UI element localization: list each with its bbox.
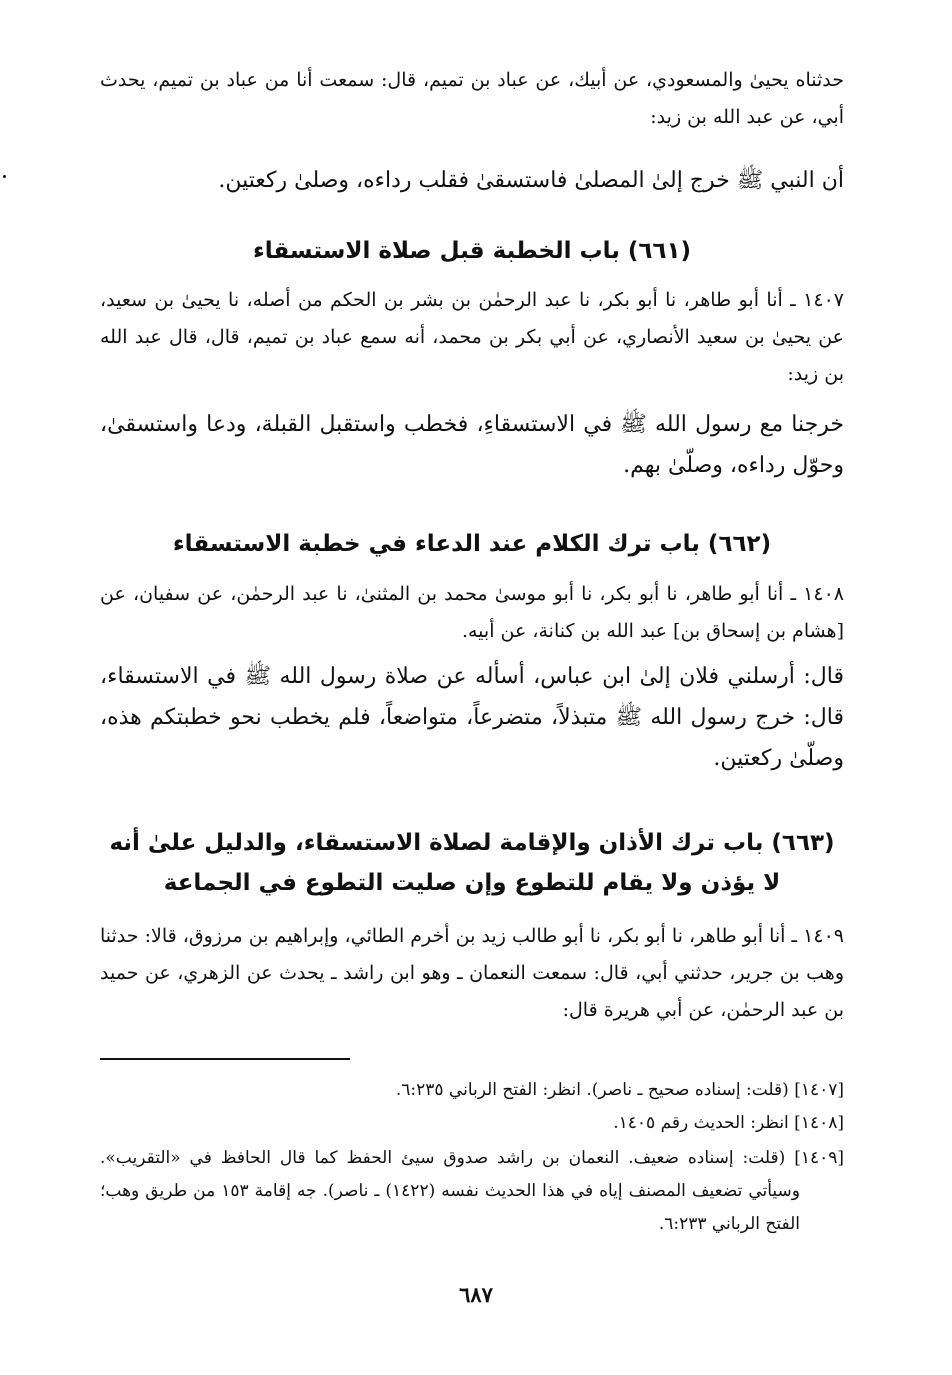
isnad-1408: ١٤٠٨ ـ أنا أبو طاهر، نا أبو بكر، نا أبو موسىٰ محمد بن المثنىٰ، نا عبد الرحمٰن، عن سفيان، عن [هشام بن إسحاق بن] عبد الله بن كنانة، عن أبيه.: [100, 583, 844, 642]
footnote-1408: [١٤٠٨] انظر: الحديث رقم ١٤٠٥.: [613, 1113, 844, 1133]
chapter-heading-662: (٦٦٢) باب ترك الكلام عند الدعاء في خطبة الاستسقاء: [172, 531, 772, 557]
scan-speck: [3, 175, 6, 178]
chapter-heading-661: (٦٦١) باب الخطبة قبل صلاة الاستسقاء: [252, 238, 692, 264]
isnad-1409: ١٤٠٩ ـ أنا أبو طاهر، نا أبو بكر، نا أبو طالب زيد بن أخرم الطائي، وإبراهيم بن مرزوق، قالا: حدثنا وهب بن جرير، حدثني أبي، قال: سمعت النعمان ـ وهو ابن راشد ـ يحدث عن الزهري، عن حميد بن عبد الرحمٰن، عن أبي هريرة قال:: [100, 925, 844, 1021]
footnote-1407: [١٤٠٧] (قلت: إسناده صحيح ـ ناصر). انظر: الفتح الرباني ٦:٢٣٥.: [395, 1080, 844, 1100]
isnad-1407: ١٤٠٧ ـ أنا أبو طاهر، نا أبو بكر، نا عبد الرحمٰن بن بشر بن الحكم من أصله، نا يحيىٰ بن سعيد، عن يحيىٰ بن سعيد الأنصاري، عن أبي بكر بن محمد، أنه سمع عباد بن تميم، قال، قال عبد الله بن زيد:: [100, 289, 844, 385]
page-number: ٦٨٧: [459, 1282, 493, 1307]
footnote-separator: [100, 1058, 350, 1060]
chapter-heading-663-line2: لا يؤذن ولا يقام للتطوع وإن صليت التطوع في الجماعة: [163, 870, 781, 896]
chapter-heading-663-line1: (٦٦٣) باب ترك الأذان والإقامة لصلاة الاستسقاء، والدليل علىٰ أنه: [109, 830, 835, 856]
matn-1408: قال: أرسلني فلان إلىٰ ابن عباس، أسأله عن صلاة رسول الله ﷺ في الاستسقاء، قال: خرج رسول الله ﷺ متبذلاً، متضرعاً، متواضعاً، فلم يخطب نحو خطبتكم هذه، وصلّىٰ ركعتين.: [100, 664, 844, 771]
matn-1406: أن النبي ﷺ خرج إلىٰ المصلىٰ فاستسقىٰ فقلب رداءه، وصلىٰ ركعتين.: [218, 168, 844, 193]
isnad-1406-end: حدثناه يحيىٰ والمسعودي، عن أبيك، عن عباد بن تميم، قال: سمعت أنا من عباد بن تميم، يحدث أبي، عن عبد الله بن زيد:: [100, 69, 844, 128]
matn-1407: خرجنا مع رسول الله ﷺ في الاستسقاءِ، فخطب واستقبل القبلة، ودعا واستسقىٰ، وحوّل رداءه، وصلّىٰ بهم.: [100, 412, 844, 478]
footnote-1409: [١٤٠٩] (قلت: إسناده ضعيف. النعمان بن راشد صدوق سيئ الحفظ كما قال الحافظ في «التقريب». وسيأتي تضعيف المصنف إياه في هذا الحديث نفسه (١٤٢٢) ـ ناصر). جه إقامة ١٥٣ من طريق وهب؛ الفتح الرباني ٦:٢٣٣.: [100, 1148, 844, 1234]
